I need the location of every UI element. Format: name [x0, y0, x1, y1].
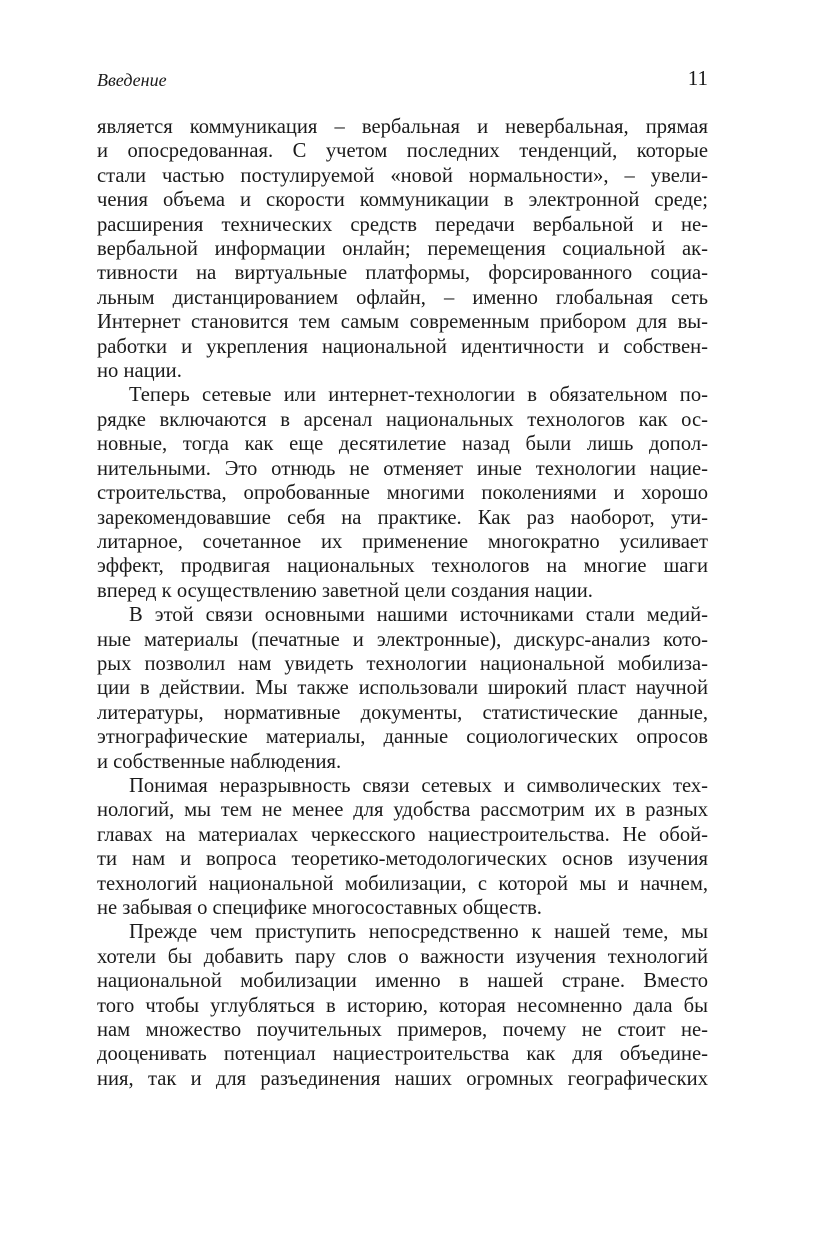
text-line: Теперь сетевые или интернет-технологии в обязательном по-	[129, 384, 708, 407]
text-line: литарное, сочетанное их применение многократно усиливает	[97, 530, 708, 553]
text-line: национальной мобилизации именно в нашей стране. Вместо	[97, 970, 708, 993]
text-line: зарекомендовавшие себя на практике. Как раз наоборот, ути-	[97, 506, 708, 529]
text-line: но нации.	[97, 360, 182, 383]
text-line: и собственные наблюдения.	[97, 750, 342, 773]
text-line: строительства, опробованные многими поколениями и хорошо	[97, 482, 708, 505]
text-line: главах на материалах черкесского нациестроительства. Не обой-	[97, 823, 708, 846]
text-line: дооценивать потенциал нациестроительства как для объедине-	[97, 1043, 708, 1066]
paragraph	[97, 115, 708, 383]
body-text	[97, 115, 708, 1091]
text-line: ции в действии. Мы также использовали широкий пласт научной	[97, 677, 708, 700]
text-line: льным дистанцированием офлайн, – именно глобальная сеть	[97, 286, 708, 309]
text-line: Интернет становится тем самым современным прибором для вы-	[97, 311, 708, 334]
text-line: ные материалы (печатные и электронные), дискурс-анализ кото-	[97, 628, 708, 651]
text-line: литературы, нормативные документы, статистические данные,	[97, 701, 708, 724]
text-line: того чтобы углубляться в историю, которая несомненно дала бы	[97, 994, 708, 1017]
text-line: Прежде чем приступить непосредственно к нашей теме, мы	[129, 921, 708, 944]
paragraph	[97, 383, 708, 603]
text-line: нительными. Это отнюдь не отменяет иные технологии нацие-	[97, 457, 708, 480]
text-line: новные, тогда как еще десятилетие назад были лишь допол-	[97, 433, 708, 456]
text-line: и опосредованная. С учетом последних тенденций, которые	[97, 140, 708, 163]
text-line: этнографические материалы, данные социологических опросов	[97, 726, 708, 749]
page-number: 11	[687, 66, 708, 90]
text-line: не забывая о специфике многосоставных обществ.	[97, 897, 542, 919]
text-line: ти нам и вопроса теоретико-методологических основ изучения	[97, 848, 708, 871]
paragraph	[97, 920, 708, 1091]
text-line: ния, так и для разъединения наших огромных географических	[97, 1067, 708, 1090]
text-line: В этой связи основными нашими источниками стали медий-	[129, 604, 708, 627]
text-line: стали частью постулируемой «новой нормальности», – увели-	[97, 164, 708, 187]
text-line: является коммуникация – вербальная и невербальная, прямая	[97, 116, 708, 138]
text-line: работки и укрепления национальной идентичности и собствен-	[97, 335, 708, 358]
text-line: нам множество поучительных примеров, почему не стоит не-	[97, 1019, 708, 1042]
text-line: вербальной информации онлайн; перемещения социальной ак-	[97, 238, 708, 261]
running-title: Введение	[97, 70, 167, 90]
text-line: эффект, продвигая национальных технологов на многие шаги	[97, 555, 708, 578]
text-line: вперед к осуществлению заветной цели создания нации.	[97, 579, 593, 602]
paragraph	[97, 774, 708, 920]
paragraph	[97, 603, 708, 774]
text-line: Понимая неразрывность связи сетевых и символических тех-	[129, 774, 708, 797]
text-line: тивности на виртуальные платформы, форсированного социа-	[97, 262, 708, 285]
text-line: расширения технических средств передачи вербальной и не-	[97, 213, 708, 236]
text-line: хотели бы добавить пару слов о важности изучения технологий	[97, 945, 708, 968]
text-line: чения объема и скорости коммуникации в электронной среде;	[97, 189, 708, 212]
text-line: нологий, мы тем не менее для удобства рассмотрим их в разных	[97, 799, 708, 822]
text-line: рядке включаются в арсенал национальных технологов как ос-	[97, 408, 708, 431]
text-line: технологий национальной мобилизации, с которой мы и начнем,	[97, 872, 708, 895]
text-line: рых позволил нам увидеть технологии национальной мобилиза-	[97, 652, 708, 675]
